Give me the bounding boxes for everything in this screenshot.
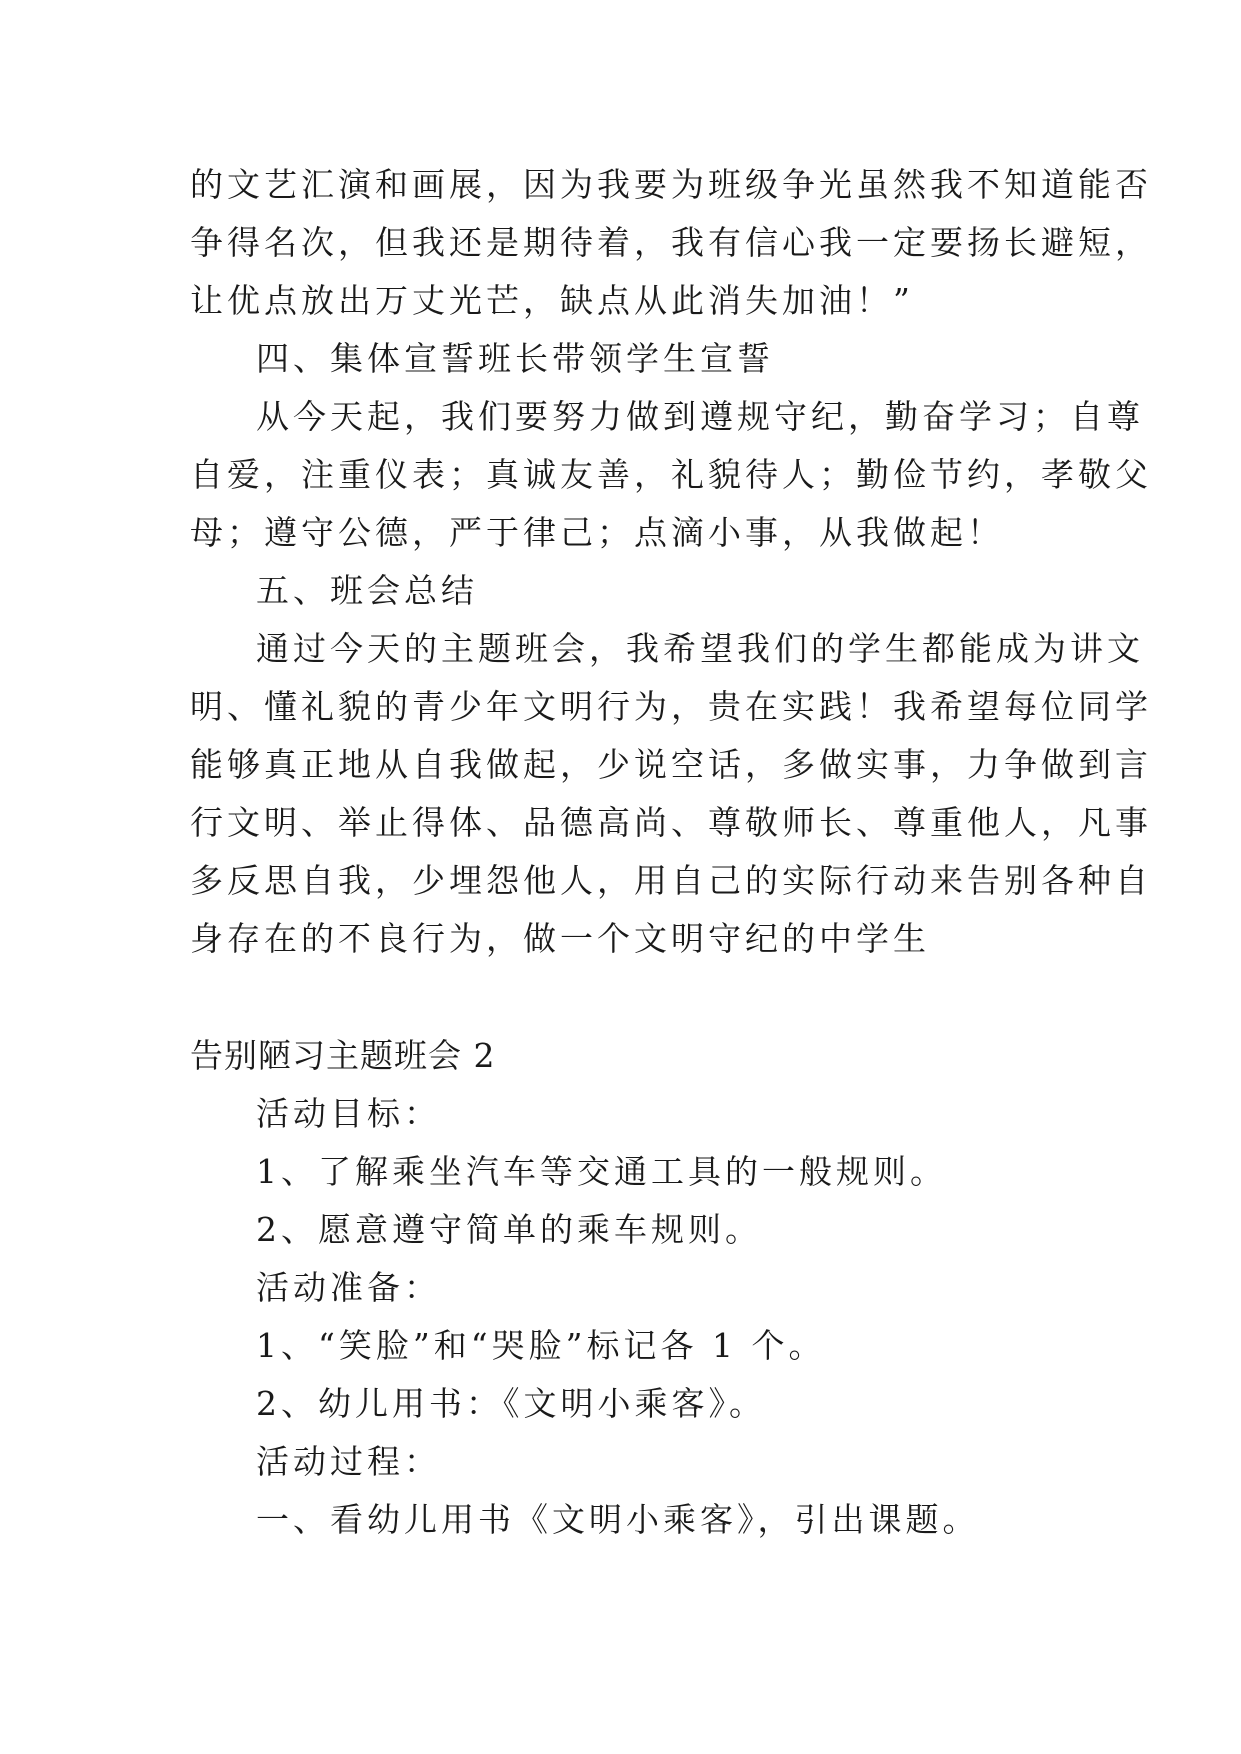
paragraph-line: 明、懂礼貌的青少年文明行为，贵在实践！我希望每位同学 <box>190 687 1152 726</box>
paragraph-line: 自爱，注重仪表；真诚友善，礼貌待人；勤俭节约，孝敬父 <box>190 455 1152 494</box>
paragraph-line: 多反思自我，少埋怨他人，用自己的实际行动来告别各种自 <box>190 861 1152 900</box>
paragraph-line: 母；遵守公德，严于律己；点滴小事，从我做起！ <box>190 513 1004 552</box>
section-heading: 五、班会总结 <box>256 571 478 610</box>
list-item: 一、看幼儿用书《文明小乘客》，引出课题。 <box>256 1500 980 1539</box>
document-title: 告别陋习主题班会 2 <box>190 1036 496 1075</box>
section-heading: 四、集体宣誓班长带领学生宣誓 <box>256 339 774 378</box>
paragraph-line: 身存在的不良行为，做一个文明守纪的中学生 <box>190 919 930 958</box>
section-heading: 活动目标： <box>256 1094 441 1133</box>
list-item: 1、“笑脸”和“哭脸”标记各 1 个。 <box>256 1326 826 1365</box>
list-item: 1、了解乘坐汽车等交通工具的一般规则。 <box>256 1152 947 1191</box>
paragraph-line: 能够真正地从自我做起，少说空话，多做实事，力争做到言 <box>190 745 1152 784</box>
list-item: 2、愿意遵守简单的乘车规则。 <box>256 1210 762 1249</box>
section-heading: 活动准备： <box>256 1268 441 1307</box>
paragraph-line: 让优点放出万丈光芒，缺点从此消失加油！” <box>190 281 914 320</box>
paragraph-line: 行文明、举止得体、品德高尚、尊敬师长、尊重他人，凡事 <box>190 803 1152 842</box>
paragraph-line: 通过今天的主题班会，我希望我们的学生都能成为讲文 <box>256 629 1144 668</box>
paragraph-line: 从今天起，我们要努力做到遵规守纪，勤奋学习；自尊 <box>256 397 1144 436</box>
section-heading: 活动过程： <box>256 1442 441 1481</box>
list-item: 2、幼儿用书：《文明小乘客》。 <box>256 1384 766 1423</box>
paragraph-line: 争得名次，但我还是期待着，我有信心我一定要扬长避短， <box>190 223 1152 262</box>
paragraph-line: 的文艺汇演和画展，因为我要为班级争光虽然我不知道能否 <box>190 165 1152 204</box>
